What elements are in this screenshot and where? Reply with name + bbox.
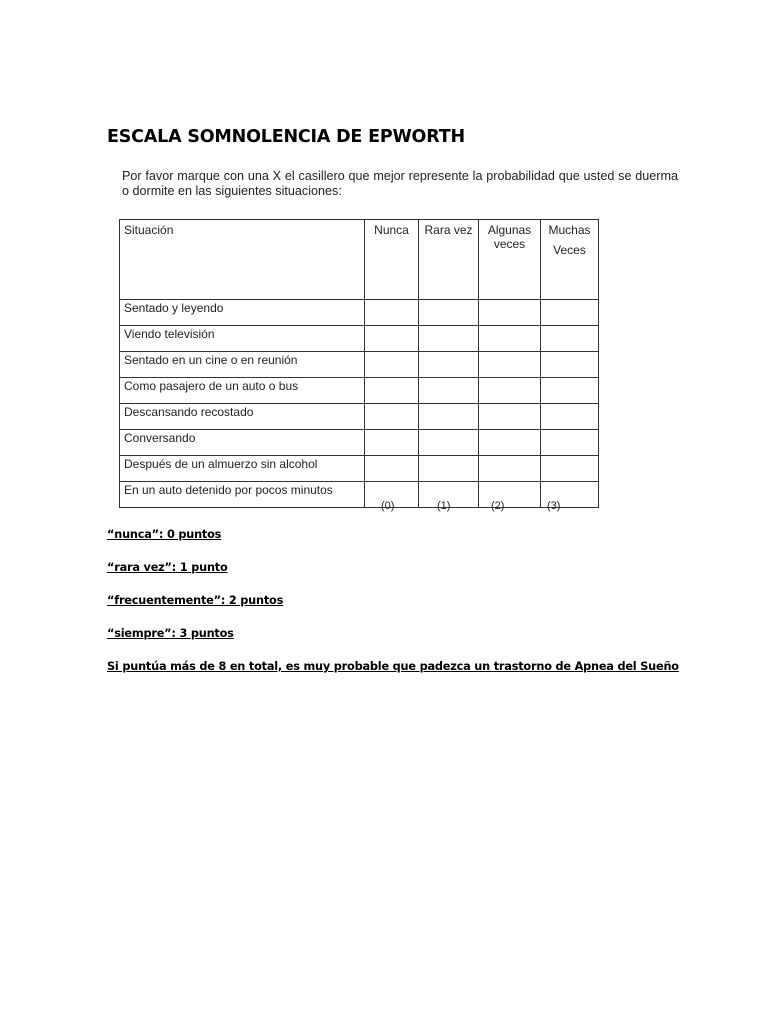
table-row [120,326,599,352]
header-situacion: Situación [120,220,365,300]
answer-cell-algunas-veces[interactable] [479,300,541,326]
header-nunca: Nunca [365,220,419,300]
answer-cell-muchas-veces[interactable] [541,430,599,456]
header-algunas-line2: veces [493,237,526,251]
answer-cell-muchas-veces[interactable] [541,404,599,430]
answer-cell-nunca[interactable] [365,456,419,482]
answer-cell-nunca[interactable] [365,378,419,404]
legend-frecuentemente: “frecuentemente”: 2 puntos [107,594,284,607]
situation-label: Sentado en un cine o en reunión [120,352,365,378]
legend-rara-vez: “rara vez”: 1 punto [107,561,228,574]
score-label-algunas-veces: (2) [491,500,505,512]
answer-cell-algunas-veces[interactable] [479,326,541,352]
answer-cell-algunas-veces[interactable] [479,352,541,378]
table-row [120,352,599,378]
answer-cell-rara-vez[interactable] [419,352,479,378]
answer-cell-muchas-veces[interactable] [541,326,599,352]
table-row [120,430,599,456]
answer-cell-nunca[interactable] [365,300,419,326]
answer-cell-nunca[interactable] [365,404,419,430]
answer-cell-muchas-veces[interactable] [541,352,599,378]
table-row [120,404,599,430]
answer-cell-algunas-veces[interactable] [479,430,541,456]
header-algunas-veces [479,220,541,300]
header-algunas-line1: Algunas [487,223,532,237]
score-labels [0,500,768,514]
situation-label: Descansando recostado [120,404,365,430]
answer-cell-nunca[interactable] [365,326,419,352]
answer-cell-algunas-veces[interactable] [479,378,541,404]
situation-label: Viendo televisión [120,326,365,352]
table-row [120,300,599,326]
answer-cell-muchas-veces[interactable] [541,300,599,326]
epworth-table [119,219,599,508]
page-title: ESCALA SOMNOLENCIA DE EPWORTH [107,127,465,147]
header-muchas-line2: Veces [553,243,586,257]
situation-label: Sentado y leyendo [120,300,365,326]
answer-cell-algunas-veces[interactable] [479,404,541,430]
answer-cell-rara-vez[interactable] [419,326,479,352]
answer-cell-rara-vez[interactable] [419,404,479,430]
legend-siempre: “siempre”: 3 puntos [107,627,234,640]
situation-label: Después de un almuerzo sin alcohol [120,456,365,482]
score-label-muchas-veces: (3) [547,500,561,512]
answer-cell-muchas-veces[interactable] [541,378,599,404]
answer-cell-rara-vez[interactable] [419,378,479,404]
score-label-nunca: (0) [381,500,395,512]
answer-cell-algunas-veces[interactable] [479,456,541,482]
situation-label: Como pasajero de un auto o bus [120,378,365,404]
legend-conclusion: Si puntúa más de 8 en total, es muy probable que padezca un trastorno de Apnea del Sueño [107,660,679,673]
score-label-rara-vez: (1) [437,500,451,512]
table-row [120,456,599,482]
answer-cell-rara-vez[interactable] [419,456,479,482]
header-muchas-veces [541,220,599,300]
situation-label: Conversando [120,430,365,456]
answer-cell-rara-vez[interactable] [419,430,479,456]
legend-nunca: “nunca”: 0 puntos [107,528,222,541]
header-rara-vez: Rara vez [419,220,479,300]
situation-label: En un auto detenido por pocos minutos [120,482,365,508]
answer-cell-nunca[interactable] [365,430,419,456]
answer-cell-nunca[interactable] [365,352,419,378]
answer-cell-rara-vez[interactable] [419,300,479,326]
answer-cell-muchas-veces[interactable] [541,456,599,482]
table-header-row [120,220,599,300]
header-muchas-line1: Muchas [548,223,591,237]
instructions-text: Por favor marque con una X el casillero que mejor represente la probabilidad que usted se duerma o dormite en las siguientes situaciones: [122,169,678,198]
table-row [120,378,599,404]
